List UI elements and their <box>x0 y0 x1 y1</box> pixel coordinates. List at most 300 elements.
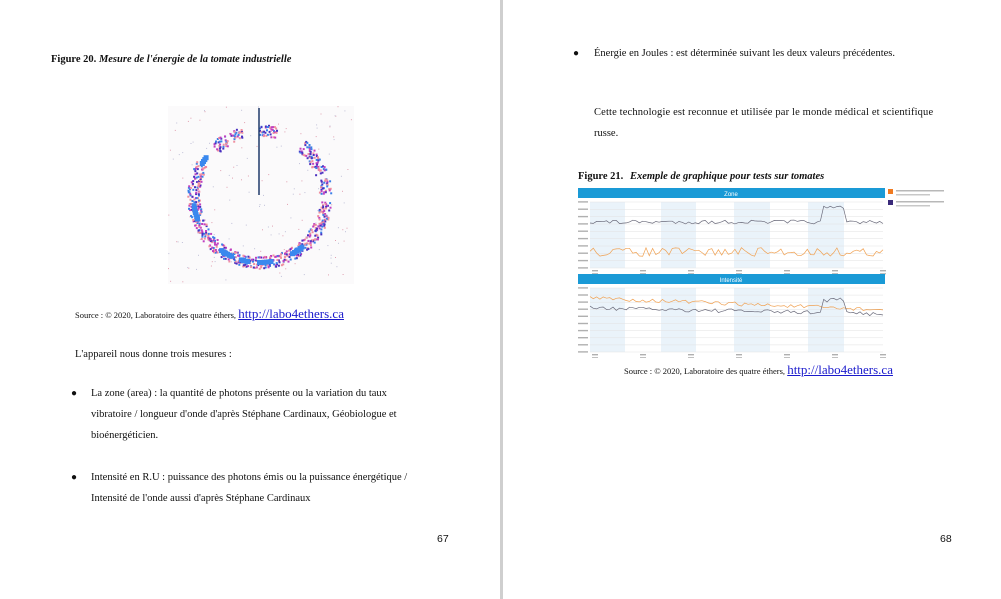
ring-dot <box>279 261 281 263</box>
ring-dot <box>239 137 241 139</box>
y-tick-label <box>578 209 588 210</box>
ring-dot <box>214 242 216 244</box>
speckle <box>263 195 264 196</box>
ring-dot <box>306 237 308 239</box>
chart-band <box>808 202 844 268</box>
ring-dot <box>320 232 322 234</box>
legend-text-blur <box>896 194 930 196</box>
ring-dot <box>308 153 310 155</box>
ring-dot <box>215 141 217 143</box>
ring-dot <box>198 200 200 202</box>
speckle <box>286 128 287 129</box>
x-tick-label <box>736 270 742 271</box>
ring-dot <box>315 167 317 169</box>
ring-dot <box>253 263 255 265</box>
speckle <box>231 261 232 262</box>
speckle <box>179 154 180 155</box>
speckle <box>170 281 171 282</box>
ring-dot <box>205 230 207 232</box>
legend-swatch-purple <box>888 200 893 205</box>
speckle <box>345 231 346 232</box>
ring-dot <box>201 229 203 231</box>
speckle <box>168 253 169 254</box>
x-tick-label <box>832 354 838 355</box>
speckle <box>206 148 207 149</box>
x-tick-label <box>832 270 838 271</box>
ring-dot <box>196 161 198 163</box>
ring-blob <box>219 248 224 253</box>
ring-dot <box>308 231 310 233</box>
speckle <box>336 266 337 267</box>
figure-caption-text: Exemple de graphique pour tests sur tomates <box>629 171 825 182</box>
speckle <box>170 150 171 151</box>
speckle <box>188 121 189 122</box>
ring-dot <box>198 224 200 226</box>
ring-dot <box>300 148 302 150</box>
speckle <box>334 139 335 140</box>
speckle <box>187 267 188 268</box>
ring-dot <box>236 129 238 131</box>
ring-dot <box>329 202 331 204</box>
ring-dot <box>255 257 257 259</box>
ring-dot <box>316 235 318 237</box>
speckle <box>338 106 339 107</box>
speckle <box>192 164 193 165</box>
ring-dot <box>264 132 266 134</box>
ring-dot <box>228 261 230 263</box>
ring-dot <box>276 259 278 261</box>
ring-dot <box>230 249 232 251</box>
ring-dot <box>314 157 316 159</box>
bullet-icon: ● <box>573 48 580 59</box>
ring-blob <box>192 203 197 208</box>
speckle <box>276 147 277 148</box>
ring-dot <box>194 225 196 227</box>
ring-dot <box>315 174 317 176</box>
chart-band <box>734 288 770 352</box>
ring-dot <box>220 140 222 142</box>
ring-dot <box>235 132 237 134</box>
chart-title-intensite: Intensité <box>719 278 743 284</box>
ring-dot <box>238 264 240 266</box>
ring-dot <box>274 137 276 139</box>
figure-number: Figure 20. <box>51 54 97 65</box>
speckle <box>241 110 242 111</box>
ring-dot <box>233 141 235 143</box>
ring-dot <box>195 201 197 203</box>
ring-dot <box>238 134 240 136</box>
ring-dot <box>321 201 323 203</box>
speckle <box>294 188 295 189</box>
ring-dot <box>309 236 311 238</box>
ring-dot <box>205 166 207 168</box>
ring-dot <box>214 244 216 246</box>
speckle <box>328 274 329 275</box>
ring-dot <box>269 131 271 133</box>
ring-dot <box>219 144 221 146</box>
ring-dot <box>220 137 222 139</box>
ring-dot <box>278 265 280 267</box>
ring-dot <box>241 129 243 131</box>
ring-dot <box>263 267 265 269</box>
ring-dot <box>194 170 196 172</box>
figure-20-caption <box>51 54 291 65</box>
ring-dot <box>242 255 244 257</box>
ring-blob <box>239 257 244 262</box>
speckle <box>196 269 197 270</box>
speckle <box>295 263 296 264</box>
x-tick-label <box>784 354 790 355</box>
speckle <box>343 274 344 275</box>
ring-dot <box>324 227 326 229</box>
ring-dot <box>198 191 200 193</box>
ring-dot <box>201 223 203 225</box>
page-68 <box>503 0 1001 599</box>
x-tick-label <box>880 270 886 271</box>
ring-dot <box>280 253 282 255</box>
ring-dot <box>319 170 321 172</box>
ring-dot <box>215 142 217 144</box>
speckle <box>204 110 205 111</box>
speckle <box>260 204 261 205</box>
ring-dot <box>314 242 316 244</box>
ring-dot <box>253 267 255 269</box>
ring-dot <box>241 132 243 134</box>
y-tick-label <box>578 260 588 261</box>
ring-dot <box>204 235 206 237</box>
speckle <box>205 220 206 221</box>
x-tick-label <box>688 357 694 358</box>
ring-dot <box>208 233 210 235</box>
ring-dot <box>202 172 204 174</box>
ring-dot <box>208 228 210 230</box>
source-link[interactable]: http://labo4ethers.ca <box>787 362 893 377</box>
source-text: Source : © 2020, Laboratoire des quatre éthers, <box>75 310 239 320</box>
speckle <box>331 204 332 205</box>
speckle <box>229 200 230 201</box>
ring-dot <box>324 166 326 168</box>
ring-dot <box>283 260 285 262</box>
speckle <box>329 126 330 127</box>
paragraph-line: russe. <box>594 128 619 139</box>
ring-dot <box>247 256 249 258</box>
ring-dot <box>192 189 194 191</box>
legend-text-blur <box>896 201 944 203</box>
speckle <box>342 191 343 192</box>
ring-dot <box>316 159 318 161</box>
ring-dot <box>312 231 314 233</box>
speckle <box>182 242 183 243</box>
ring-dot <box>223 258 225 260</box>
speckle <box>259 206 260 207</box>
ring-dot <box>304 247 306 249</box>
ring-dot <box>234 252 236 254</box>
ring-dot <box>320 228 322 230</box>
y-tick-label <box>578 301 588 302</box>
ring-dot <box>329 180 331 182</box>
ring-dot <box>230 133 232 135</box>
ring-dot <box>326 185 328 187</box>
ring-dot <box>319 159 321 161</box>
ring-dot <box>323 225 325 227</box>
speckle <box>258 107 259 108</box>
ring-dot <box>269 256 271 258</box>
ring-dot <box>263 257 265 259</box>
y-tick-label <box>578 316 588 317</box>
ring-dot <box>201 236 203 238</box>
speckle <box>285 268 286 269</box>
speckle <box>211 222 212 223</box>
ring-dot <box>329 189 331 191</box>
speckle <box>300 133 301 134</box>
speckle <box>182 178 183 179</box>
speckle <box>331 263 332 264</box>
ring-dot <box>212 236 214 238</box>
speckle <box>293 194 294 195</box>
y-tick-label <box>578 323 588 324</box>
x-tick-label <box>592 270 598 271</box>
y-tick-label <box>578 201 588 202</box>
speckle <box>321 114 322 115</box>
ring-dot <box>214 146 216 148</box>
ring-dot <box>263 135 265 137</box>
ring-dot <box>319 223 321 225</box>
ring-dot <box>201 238 203 240</box>
ring-dot <box>201 181 203 183</box>
speckle <box>211 266 212 267</box>
speckle <box>191 143 192 144</box>
speckle <box>220 170 221 171</box>
tomato-energy-image <box>168 106 354 284</box>
ring-dot <box>314 235 316 237</box>
speckle <box>182 281 183 282</box>
ring-dot <box>222 148 224 150</box>
ring-dot <box>276 262 278 264</box>
speckle <box>229 238 230 239</box>
ring-dot <box>319 218 321 220</box>
speckle <box>176 241 177 242</box>
ring-dot <box>195 192 197 194</box>
speckle <box>278 124 279 125</box>
ring-dot <box>275 128 277 130</box>
ring-dot <box>199 203 201 205</box>
speckle <box>302 220 303 221</box>
ring-dot <box>198 165 200 167</box>
speckle <box>335 115 336 116</box>
speckle <box>272 226 273 227</box>
speckle <box>335 257 336 258</box>
speckle <box>331 258 332 259</box>
ring-dot <box>270 133 272 135</box>
ring-dot <box>207 235 209 237</box>
ring-dot <box>321 181 323 183</box>
ring-dot <box>310 247 312 249</box>
ring-dot <box>217 239 219 241</box>
speckle <box>213 186 214 187</box>
ring-dot <box>194 186 196 188</box>
y-tick-label <box>578 294 588 295</box>
speckle <box>344 241 345 242</box>
speckle <box>281 276 282 277</box>
x-tick-label <box>640 354 646 355</box>
ring-dot <box>324 216 326 218</box>
ring-dot <box>281 264 283 266</box>
ring-dot <box>306 142 308 144</box>
ring-dot <box>303 148 305 150</box>
ring-dot <box>312 163 314 165</box>
ring-dot <box>250 266 252 268</box>
ring-dot <box>210 233 212 235</box>
speckle <box>304 274 305 275</box>
ring-dot <box>323 193 325 195</box>
ring-dot <box>307 157 309 159</box>
ring-dot <box>321 226 323 228</box>
speckle <box>279 233 280 234</box>
ring-dot <box>288 261 290 263</box>
ring-dot <box>227 145 229 147</box>
ring-dot <box>309 163 311 165</box>
x-tick-label <box>832 357 838 358</box>
bullet-intensite <box>91 467 407 509</box>
bullet-line: Intensité en R.U : puissance des photons émis ou la puissance énergétique / <box>91 472 408 483</box>
ring-dot <box>212 250 214 252</box>
ring-dot <box>310 146 312 148</box>
paragraph-line: Cette technologie est reconnue et utilisée par le monde médical et scientifique <box>594 107 934 118</box>
ring-dot <box>301 240 303 242</box>
ring-dot <box>330 192 332 194</box>
ring-dot <box>320 233 322 235</box>
ring-dot <box>266 129 268 131</box>
ring-dot <box>195 189 197 191</box>
ring-dot <box>305 155 307 157</box>
ring-dot <box>200 208 202 210</box>
ring-dot <box>258 256 260 258</box>
ring-dot <box>204 238 206 240</box>
ring-dot <box>322 214 324 216</box>
speckle <box>347 169 348 170</box>
ring-dot <box>313 154 315 156</box>
source-link[interactable]: http://labo4ethers.ca <box>238 306 344 321</box>
x-tick-label <box>592 354 598 355</box>
ring-dot <box>237 255 239 257</box>
ring-dot <box>317 225 319 227</box>
speckle <box>214 234 215 235</box>
ring-dot <box>241 137 243 139</box>
ring-dot <box>192 200 194 202</box>
speckle <box>173 159 174 160</box>
ring-dot <box>193 176 195 178</box>
speckle <box>351 119 352 120</box>
speckle <box>237 165 238 166</box>
tomato-test-chart-image <box>576 186 966 358</box>
speckle <box>287 204 288 205</box>
ring-dot <box>223 146 225 148</box>
chart-band <box>734 202 770 268</box>
speckle <box>214 257 215 258</box>
speckle <box>247 158 248 159</box>
ring-dot <box>195 173 197 175</box>
speckle <box>209 143 210 144</box>
ring-dot <box>275 266 277 268</box>
x-tick-label <box>880 357 886 358</box>
y-tick-label <box>578 330 588 331</box>
ring-dot <box>270 136 272 138</box>
ring-dot <box>193 201 195 203</box>
ring-dot <box>306 249 308 251</box>
ring-dot <box>227 140 229 142</box>
page-number: 68 <box>940 533 952 545</box>
ring-dot <box>216 148 218 150</box>
x-tick-label <box>688 354 694 355</box>
ring-dot <box>206 224 208 226</box>
ring-dot <box>317 215 319 217</box>
ring-dot <box>188 185 190 187</box>
ring-dot <box>190 199 192 201</box>
ring-dot <box>223 144 225 146</box>
ring-dot <box>234 135 236 137</box>
ring-dot <box>192 219 194 221</box>
ring-dot <box>261 126 263 128</box>
speckle <box>268 227 269 228</box>
speckle <box>299 163 300 164</box>
ring-dot <box>314 150 316 152</box>
legend-swatch-orange <box>888 189 893 194</box>
ring-dot <box>196 166 198 168</box>
ring-dot <box>268 266 270 268</box>
y-tick-label <box>578 231 588 232</box>
speckle <box>229 175 230 176</box>
speckle <box>338 243 339 244</box>
speckle <box>299 194 300 195</box>
x-tick-label <box>784 357 790 358</box>
bullet-icon: ● <box>71 388 78 399</box>
y-tick-label <box>578 344 588 345</box>
ring-dot <box>232 135 234 137</box>
ring-dot <box>289 256 291 258</box>
chart-band <box>661 288 696 352</box>
speckle <box>338 227 339 228</box>
ring-dot <box>202 176 204 178</box>
ring-dot <box>190 215 192 217</box>
ring-dot <box>311 229 313 231</box>
y-tick-label <box>578 216 588 217</box>
speckle <box>279 273 280 274</box>
bullet-energie: Énergie en Joules : est déterminée suivant les deux valeurs précédentes. <box>594 48 895 59</box>
speckle <box>178 241 179 242</box>
speckle <box>257 146 258 147</box>
ring-dot <box>310 161 312 163</box>
ring-dot <box>321 193 323 195</box>
speckle <box>215 261 216 262</box>
x-tick-label <box>592 357 598 358</box>
ring-dot <box>234 131 236 133</box>
ring-dot <box>314 230 316 232</box>
speckle <box>244 122 245 123</box>
speckle <box>344 110 345 111</box>
speckle <box>319 249 320 250</box>
figure-caption-text: Mesure de l'énergie de la tomate industrielle <box>98 54 292 65</box>
ring-dot <box>321 211 323 213</box>
ring-blob <box>290 251 295 256</box>
chart-band <box>808 288 844 352</box>
ring-dot <box>198 176 200 178</box>
speckle <box>227 187 228 188</box>
speckle <box>282 235 283 236</box>
speckle <box>285 231 286 232</box>
speckle <box>271 234 272 235</box>
ring-dot <box>330 207 332 209</box>
speckle <box>290 217 291 218</box>
